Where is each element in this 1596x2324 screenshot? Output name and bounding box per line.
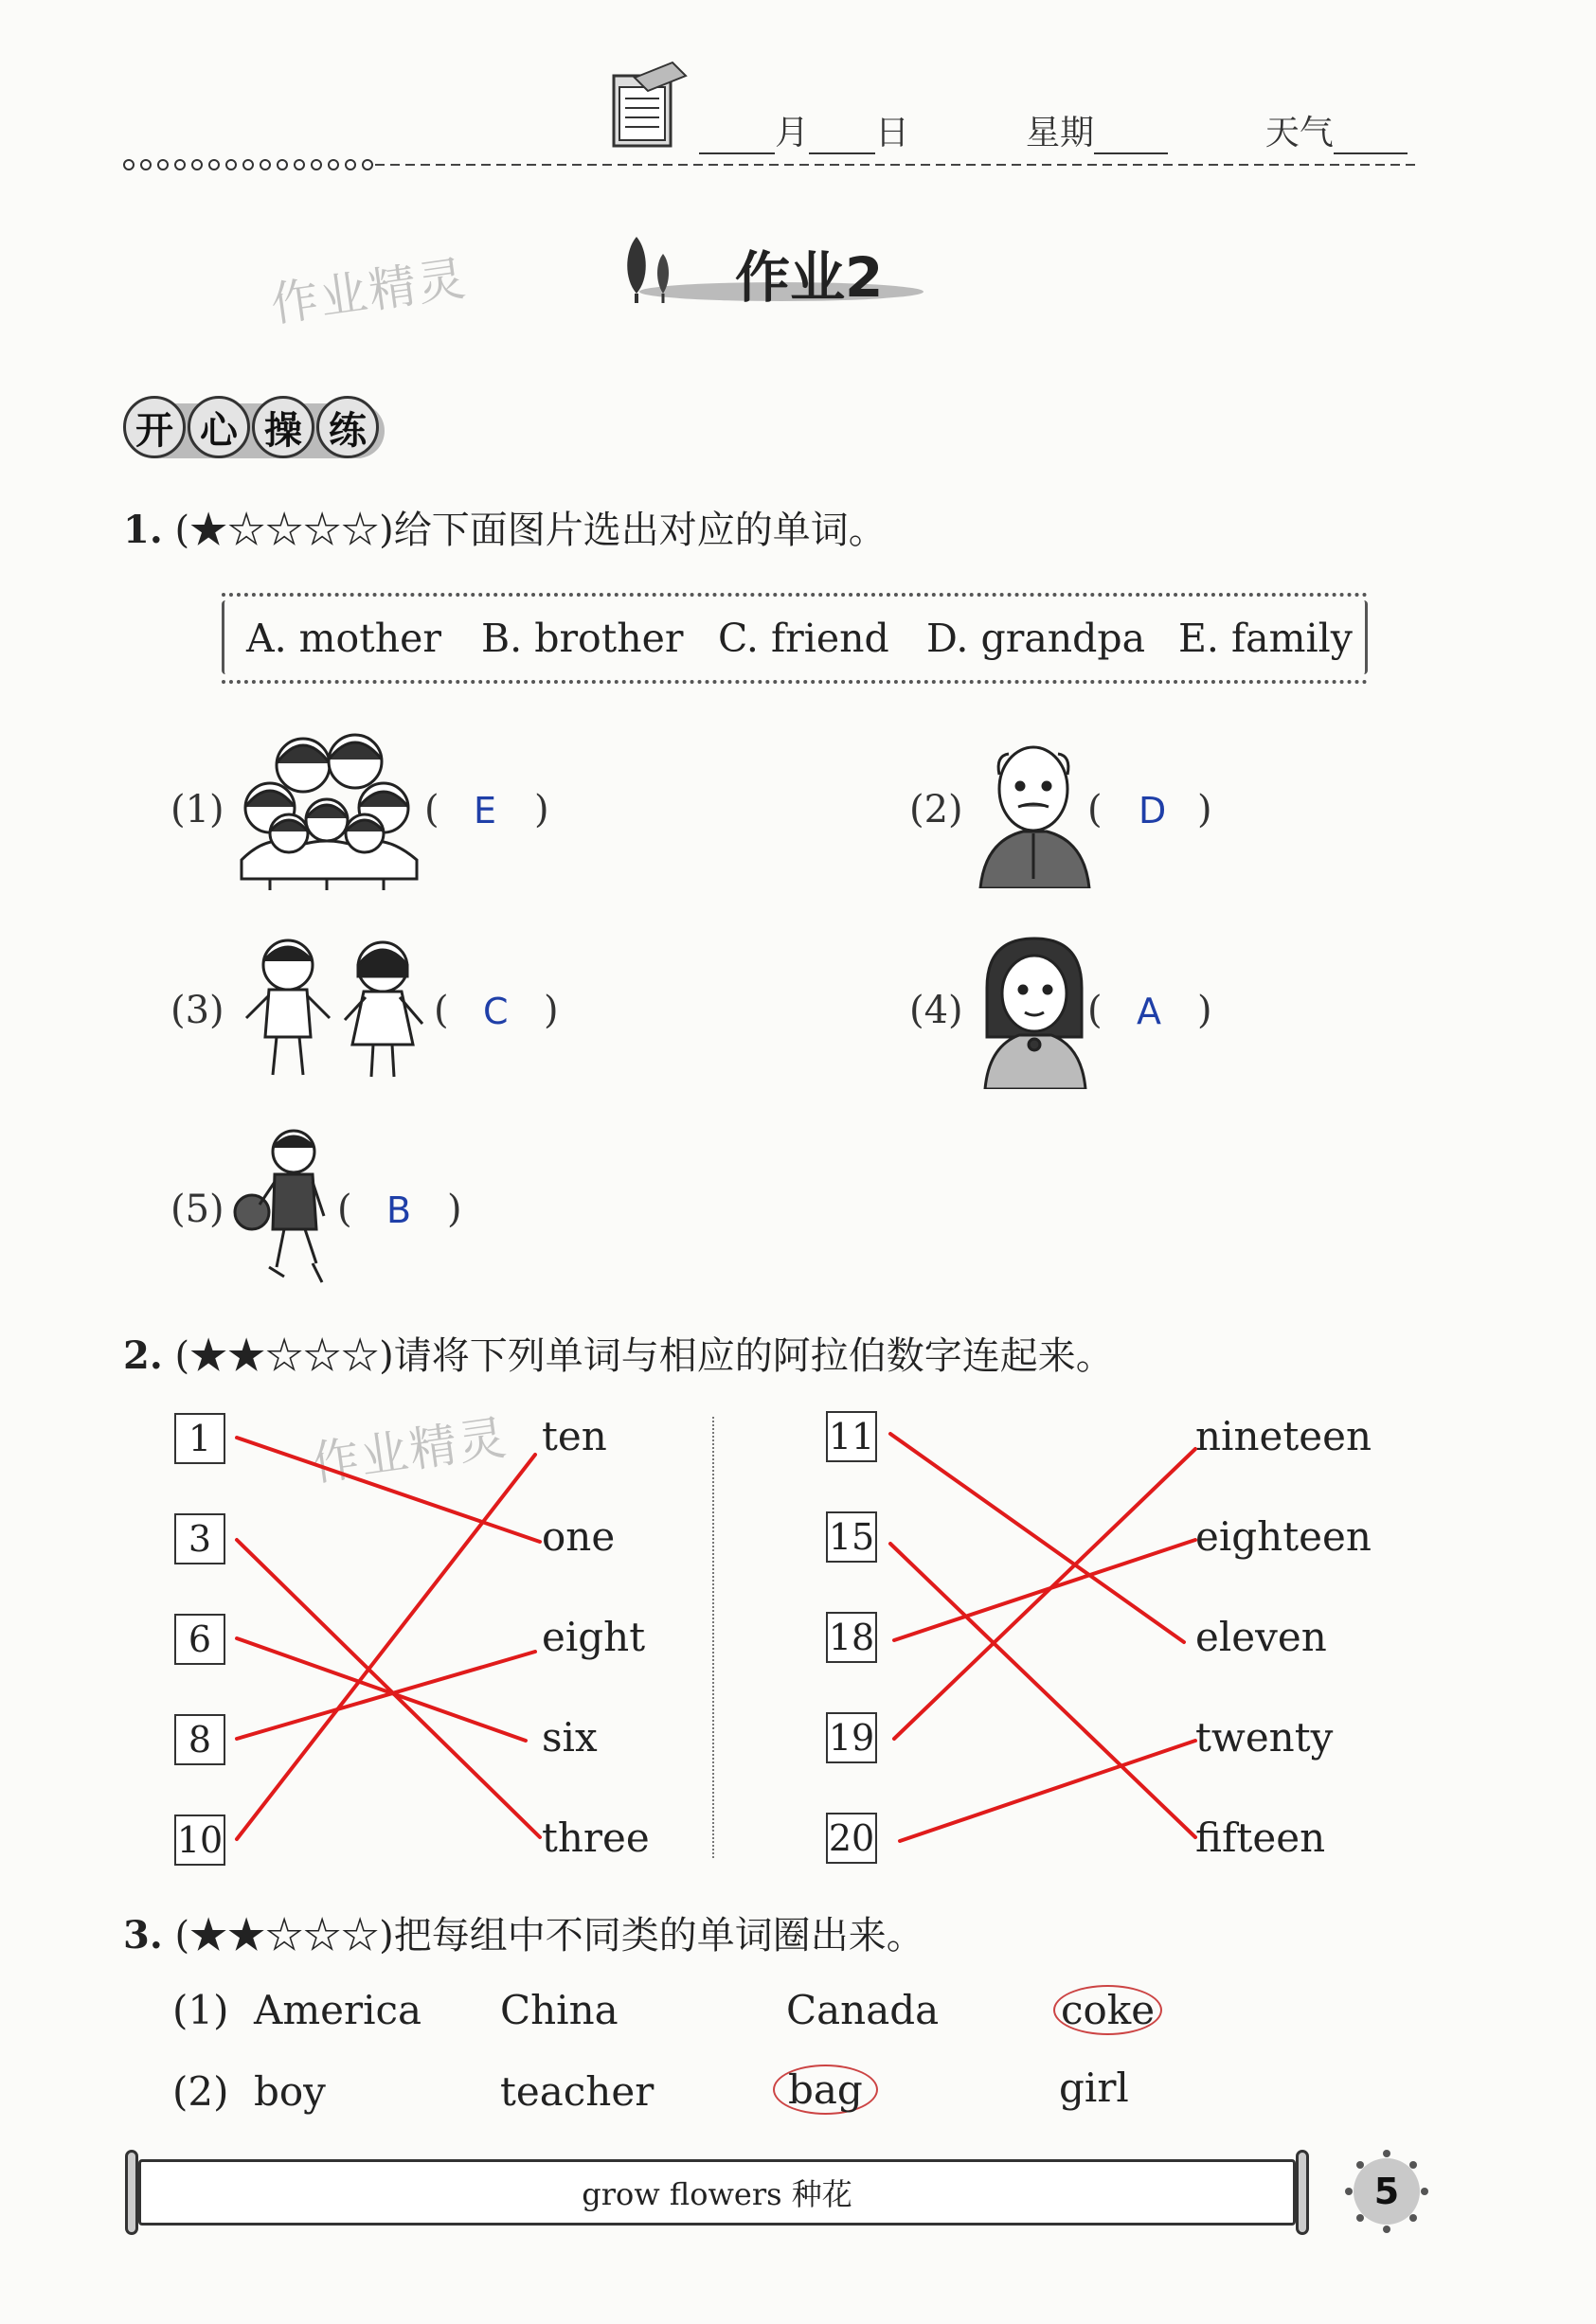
- right-word-eleven[interactable]: eleven: [1195, 1614, 1327, 1660]
- match-line-8-eight: [237, 1652, 535, 1739]
- section-char-3: 操: [252, 396, 314, 458]
- option-d: D. grandpa: [926, 616, 1146, 661]
- left-word-ten[interactable]: ten: [542, 1413, 607, 1459]
- footer-scroll-left: [125, 2150, 138, 2235]
- watermark-2: 作业精灵: [308, 1409, 511, 1493]
- footer-text: grow flowers 种花: [582, 2176, 852, 2212]
- q1-item3-answer: C: [483, 991, 509, 1032]
- q3-number: 3.: [123, 1913, 163, 1958]
- right-number-box-15[interactable]: 15: [826, 1511, 877, 1563]
- q1-item2-label: (2): [909, 788, 963, 831]
- left-number-box-8[interactable]: 8: [174, 1714, 225, 1765]
- right-word-nineteen[interactable]: nineteen: [1195, 1413, 1372, 1459]
- q1-item3-label: (3): [170, 989, 224, 1032]
- right-number-box-11[interactable]: 11: [826, 1411, 877, 1462]
- left-number-box-1[interactable]: 1: [174, 1413, 225, 1464]
- left-word-three[interactable]: three: [542, 1815, 650, 1861]
- q3-stars: (★★☆☆☆): [174, 1914, 394, 1958]
- q1-instruction: 给下面图片选出对应的单词。: [393, 509, 887, 552]
- q1-item5-label: (5): [170, 1188, 224, 1231]
- q3-row1-word-canada[interactable]: Canada: [786, 1987, 940, 2033]
- q3-row1-label: (1): [172, 1987, 229, 2033]
- right-word-fifteen[interactable]: fifteen: [1195, 1815, 1326, 1861]
- section-char-1: 开: [123, 396, 186, 458]
- match-line-20-twenty: [900, 1741, 1195, 1841]
- q1-item2-answer: D: [1139, 790, 1167, 831]
- right-number-box-20[interactable]: 20: [826, 1813, 877, 1864]
- q1-item1-answer: E: [474, 790, 497, 831]
- option-c: C. friend: [718, 616, 889, 661]
- footer-scroll-right: [1296, 2150, 1309, 2235]
- match-line-10-ten: [237, 1455, 535, 1839]
- q3-row2-label: (2): [172, 2068, 229, 2115]
- left-number-box-3[interactable]: 3: [174, 1513, 225, 1564]
- left-word-eight[interactable]: eight: [542, 1614, 646, 1660]
- footer-bar: [138, 2159, 1296, 2226]
- right-word-twenty[interactable]: twenty: [1195, 1714, 1334, 1761]
- page-number: 5: [1354, 2158, 1420, 2225]
- right-number-box-18[interactable]: 18: [826, 1612, 877, 1663]
- match-line-1-one: [237, 1438, 540, 1542]
- section-char-2: 心: [188, 396, 250, 458]
- left-number-box-10[interactable]: 10: [174, 1815, 225, 1866]
- watermark: 作业精灵: [267, 250, 471, 333]
- option-e: E. family: [1178, 616, 1353, 661]
- q1-number: 1.: [123, 508, 163, 552]
- page-number-badge: [1343, 2148, 1430, 2235]
- left-word-one[interactable]: one: [542, 1513, 616, 1560]
- left-word-six[interactable]: six: [542, 1714, 598, 1761]
- q1-item5-answer: B: [386, 1189, 412, 1231]
- day-label: 日: [875, 114, 910, 152]
- q3-instruction: 把每组中不同类的单词圈出来。: [393, 1914, 924, 1958]
- month-label: 月: [775, 114, 810, 152]
- option-a: A. mother: [246, 616, 441, 661]
- q3-row1-word-coke-circled[interactable]: coke: [1053, 1985, 1162, 2035]
- q1-item4-label: (4): [909, 989, 963, 1032]
- q3-row2-word-boy[interactable]: boy: [254, 2068, 326, 2115]
- q3-row2-word-teacher[interactable]: teacher: [500, 2068, 655, 2115]
- q3-row1-word-china[interactable]: China: [500, 1987, 619, 2033]
- page-title: 作业2: [735, 245, 884, 310]
- q1-item4-answer: A: [1137, 991, 1161, 1032]
- q3-heading: [123, 1905, 924, 1959]
- q2-number: 2.: [123, 1333, 163, 1378]
- q3-row2-word-bag-circled[interactable]: bag: [773, 2065, 878, 2115]
- match-line-3-three: [237, 1540, 540, 1837]
- weather-label: 天气: [1264, 114, 1334, 152]
- match-line-11-eleven: [890, 1434, 1184, 1642]
- right-word-eighteen[interactable]: eighteen: [1195, 1513, 1372, 1560]
- q1-stars: (★☆☆☆☆): [174, 509, 394, 552]
- q1-item1-label: (1): [170, 788, 224, 831]
- section-char-4: 练: [316, 396, 379, 458]
- weekday-label: 星期: [1025, 114, 1094, 152]
- left-number-box-6[interactable]: 6: [174, 1614, 225, 1665]
- option-b: B. brother: [481, 616, 684, 661]
- right-number-box-19[interactable]: 19: [826, 1712, 877, 1763]
- q3-row2-word-girl[interactable]: girl: [1059, 2065, 1129, 2111]
- q2-instruction: 请将下列单词与相应的阿拉伯数字连起来。: [393, 1334, 1114, 1378]
- match-line-19-nineteen: [894, 1449, 1195, 1739]
- q3-row1-word-america[interactable]: America: [254, 1987, 422, 2033]
- q2-stars: (★★☆☆☆): [174, 1334, 394, 1378]
